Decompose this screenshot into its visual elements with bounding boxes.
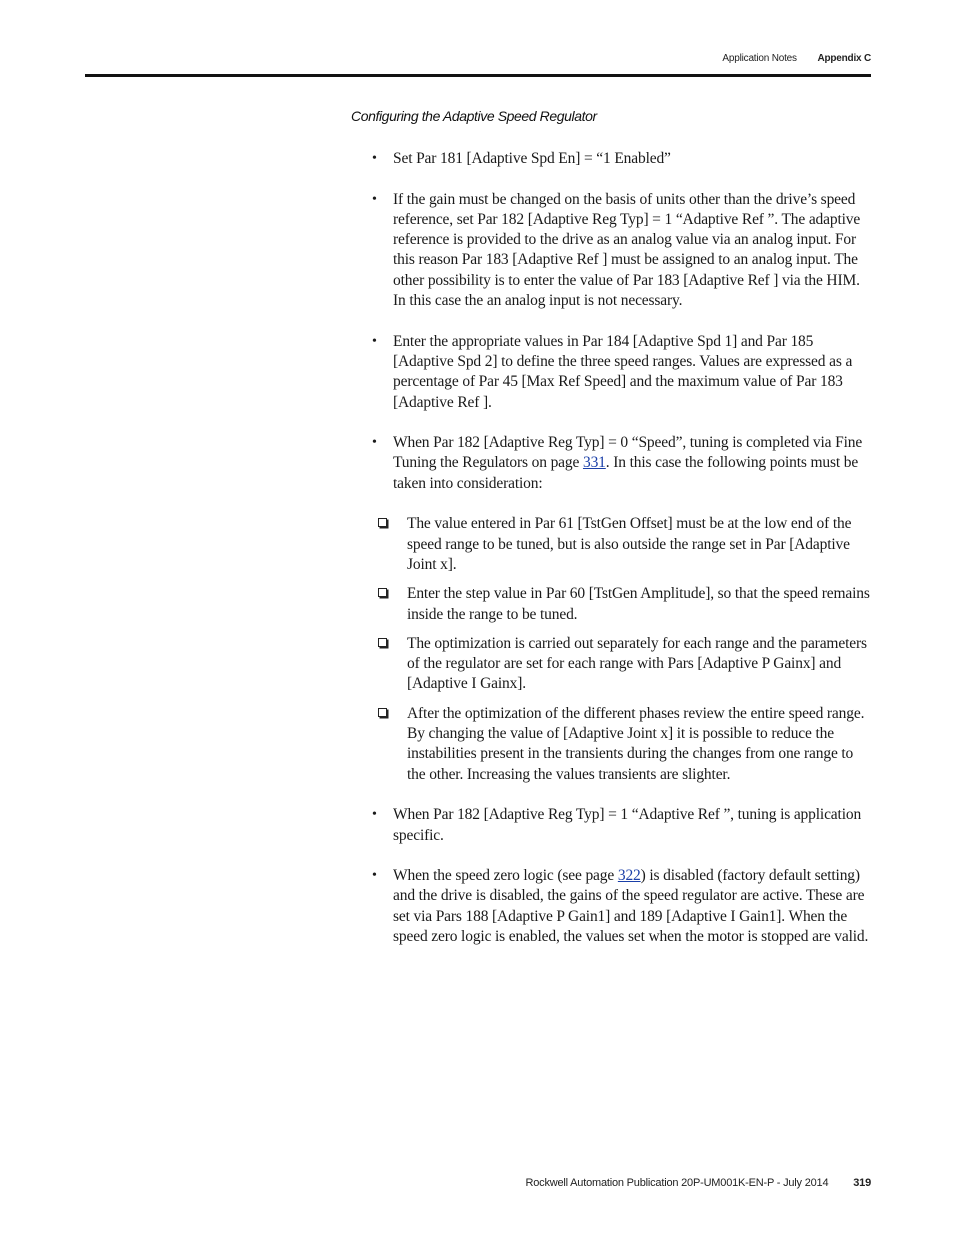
- section-subtitle: Configuring the Adaptive Speed Regulator: [351, 108, 597, 124]
- bullet-icon: •: [372, 435, 377, 451]
- bullet-icon: •: [372, 807, 377, 823]
- header-section-title: Application Notes: [722, 53, 797, 64]
- checklist-item: [372, 584, 872, 625]
- bullet-text: Enter the appropriate values in Par 184 [Adaptive Spd 1] and Par 185 [Adaptive Spd 2] to define the three speed ranges. Values are expressed as a percentage of Par 45 [Max Ref Speed] and the maximum value of Par 183 [Adaptive Ref ].: [393, 332, 853, 411]
- bullet-item: [372, 332, 872, 413]
- content-body: [372, 149, 872, 968]
- running-header: [722, 53, 871, 64]
- bullet-text: [393, 867, 868, 945]
- bullet-text-part: When the speed zero logic (see page: [393, 867, 618, 885]
- checklist-text: Enter the step value in Par 60 [TstGen Amplitude], so that the speed remains inside the range to be tuned.: [407, 585, 870, 623]
- checkbox-bullet-icon: [378, 518, 387, 527]
- bullet-item: [372, 190, 872, 312]
- bullet-item: [372, 805, 872, 846]
- bullet-item: [372, 433, 872, 494]
- checklist-item: [372, 634, 872, 695]
- bullet-icon: •: [372, 868, 377, 884]
- bullet-icon: •: [372, 151, 377, 166]
- bullet-text-part: ) is disabled (factory default setting) and the drive is disabled, the gains of the speed regulator are active. These are set via Pars 188 [Adaptive P Gain1] and 189 [Adaptive I Gain1]. When the speed zero logic is enabled, the values set when the motor is stopped are valid.: [393, 867, 869, 945]
- page-number: 319: [853, 1177, 871, 1189]
- bullet-text-part: When Par 182 [Adaptive Reg Typ] = 0 “Speed”, tuning is completed via Fine Tuning the Regulators on page: [393, 434, 863, 472]
- checkbox-bullet-icon: [378, 588, 387, 597]
- page-link-322[interactable]: 322: [617, 867, 641, 885]
- checklist-text: The optimization is carried out separately for each range and the parameters of the regulator are set for each range with Pars [Adaptive P Gainx] and [Adaptive I Gainx].: [407, 634, 867, 693]
- bullet-icon: •: [372, 333, 377, 349]
- bullet-text-part: . In this case the following points must be taken into consideration:: [393, 454, 859, 492]
- checklist-text: The value entered in Par 61 [TstGen Offset] must be at the low end of the speed range to be tuned, but is also outside the range set in Par [Adaptive Joint x].: [407, 515, 852, 573]
- header-appendix-label: Appendix C: [817, 53, 871, 64]
- header-rule: [85, 74, 871, 77]
- checklist-item: [372, 704, 872, 785]
- checkbox-bullet-icon: [378, 708, 387, 717]
- publication-info: Rockwell Automation Publication 20P-UM001K-EN-P - July 2014: [525, 1177, 829, 1189]
- bullet-text: [393, 434, 862, 492]
- bullet-text: If the gain must be changed on the basis of units other than the drive’s speed reference, set Par 182 [Adaptive Reg Typ] = 1 “Adaptive Ref ”. The adaptive reference is provided to the drive as an analog value via an analog input. For this reason Par 183 [Adaptive Ref ] must be assigned to an analog input. The other possibility is to enter the value of Par 183 [Adaptive Ref ] via the HIM. In this case the an analog input is not necessary.: [393, 190, 861, 310]
- bullet-text: When Par 182 [Adaptive Reg Typ] = 1 “Adaptive Ref ”, tuning is application specific.: [393, 806, 862, 844]
- page-footer: [526, 1177, 872, 1189]
- bullet-text: Set Par 181 [Adaptive Spd En] = “1 Enabled”: [393, 150, 671, 167]
- bullet-item: [372, 149, 872, 169]
- bullet-item: [372, 866, 872, 947]
- checklist-text: After the optimization of the different phases review the entire speed range. By changing the value of [Adaptive Joint x] it is possible to reduce the instabilities present in the transients during the changes from one range to the other. Increasing the values transients are slighter.: [407, 704, 865, 783]
- checklist-item: [372, 514, 872, 575]
- bullet-icon: •: [372, 191, 377, 207]
- page-link-331[interactable]: 331: [582, 454, 606, 472]
- checkbox-bullet-icon: [378, 638, 387, 647]
- tuning-checklist: [372, 514, 872, 785]
